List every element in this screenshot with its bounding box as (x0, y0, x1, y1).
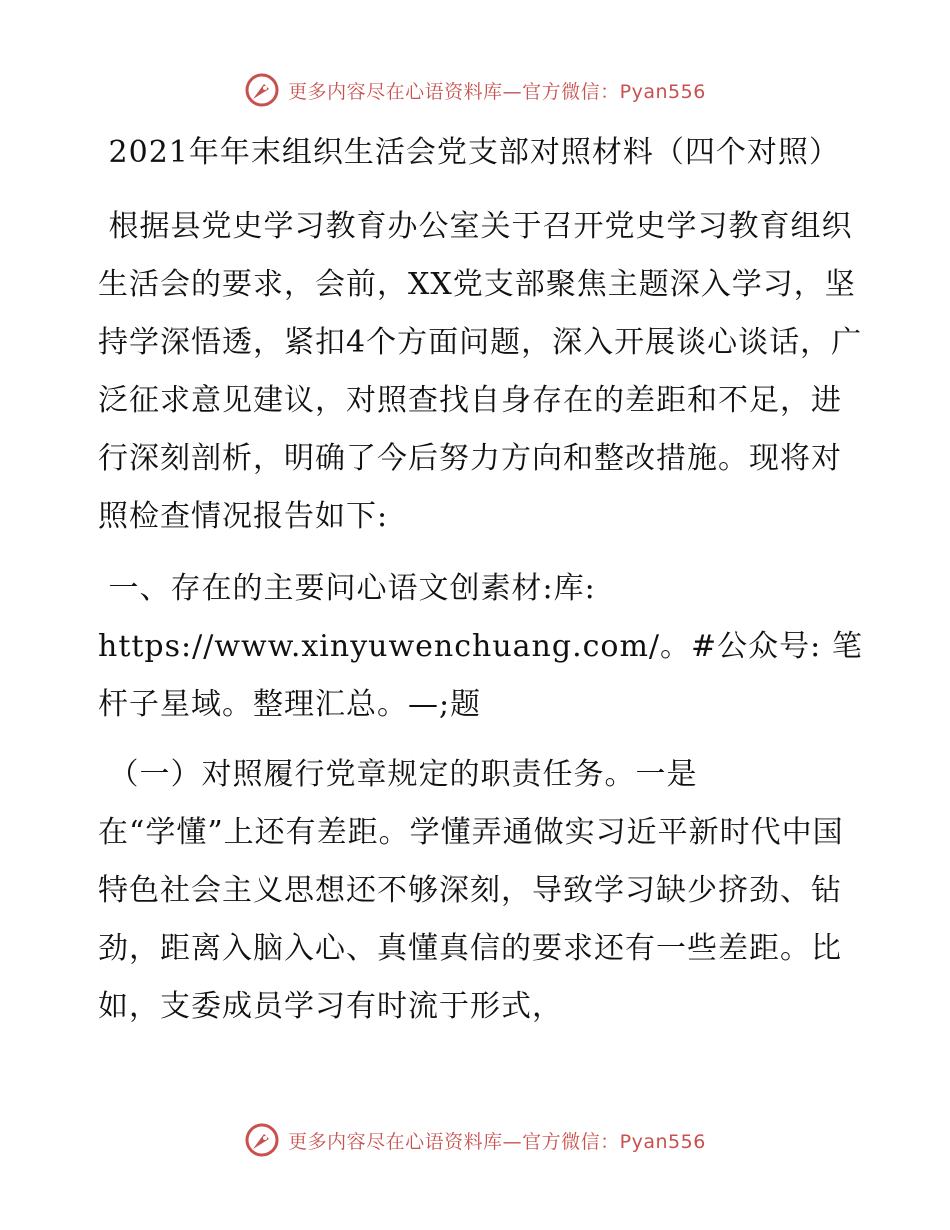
pen-nib-logo-icon (244, 1122, 280, 1158)
intro-paragraph: 根据县党史学习教育办公室关于召开党史学习教育组织生活会的要求，会前，XX党支部聚焦主题深入学习，坚持学深悟透，紧扣4个方面问题，深入开展谈心谈话，广泛征求意见建议，对照查找自身存在的差距和不足，进行深刻剖析，明确了今后努力方向和整改措施。现将对照检查情况报告如下: (98, 209, 863, 534)
pen-nib-logo-icon (244, 72, 280, 108)
document-title: 2021年年末组织生活会党支部对照材料（四个对照） (98, 135, 840, 170)
document-body (98, 124, 868, 1036)
watermark-footer (0, 1122, 950, 1158)
section-heading: 一、存在的主要问心语文创素材:库: https://www.xinyuwenchuang.com/。#公众号: 笔杆子星域。整理汇总。—;题 (98, 571, 863, 722)
watermark-header (0, 72, 950, 108)
watermark-text: 更多内容尽在心语资料库—官方微信：Pyan556 (288, 1130, 706, 1153)
watermark-text: 更多内容尽在心语资料库—官方微信：Pyan556 (288, 80, 706, 103)
subsection-paragraph: （一）对照履行党章规定的职责任务。一是 在“学懂”上还有差距。学懂弄通做实习近平新时代中国特色社会主义思想还不够深刻，导致学习缺少挤劲、钻劲，距离入脑入心、真懂真信的要求还有一些差距。比如，支委成员学习有时流于形式， (98, 757, 844, 1024)
